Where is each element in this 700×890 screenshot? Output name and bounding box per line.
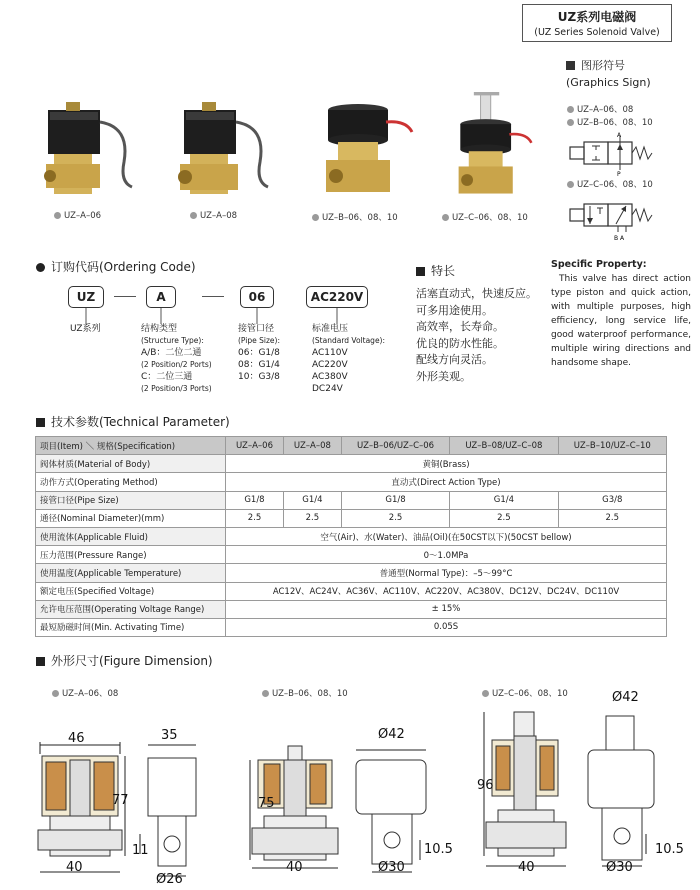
dim-c-side-diameter: Ø30: [606, 860, 633, 875]
dim-c-bottom-width: 40: [518, 860, 535, 875]
code-dash: [202, 296, 224, 297]
bullet-icon: [36, 263, 45, 272]
table-row: 允许电压范围(Operating Voltage Range) ± 15%: [36, 600, 667, 618]
tech-parameter-heading: 技术参数(Technical Parameter): [36, 413, 230, 430]
dot-bullet-icon: [54, 212, 61, 219]
product-photo-uz-a-08: [176, 92, 286, 202]
dot-bullet-icon: [442, 214, 449, 221]
voltage-desc: 标准电压 (Standard Voltage): AC110V AC220V AC380V DC24V: [312, 324, 386, 394]
three-way-valve-symbol-icon: [566, 196, 666, 240]
dim-a-side-height: 11: [132, 843, 149, 858]
square-bullet-icon: [36, 418, 45, 427]
product-caption-3: UZ–B–06、08、10: [312, 211, 398, 223]
features-heading: 特长: [416, 262, 455, 279]
feature-item: 可多用途使用。: [416, 303, 493, 317]
table-row: 额定电压(Specified Voltage) AC12V、AC24V、AC36V、AC110V、AC220V、AC380V、DC12V、DC24V、DC110V: [36, 582, 667, 600]
code-box-voltage: AC220V: [306, 286, 368, 308]
dim-model-b: UZ–B–06、08、10: [262, 687, 348, 699]
ordering-code-heading: 订购代码(Ordering Code): [36, 258, 196, 275]
dim-b-coil-diameter: Ø42: [378, 727, 405, 742]
product-photo-uz-c: [440, 92, 550, 202]
dot-bullet-icon: [567, 119, 574, 126]
table-header-row: 项目(Item) ＼ 规格(Specification) UZ–A–06 UZ–A–08 UZ–B–06/UZ–C–06 UZ–B–08/UZ–C–08 UZ–B–10/UZ–C–10: [36, 437, 667, 455]
dim-b-side-height: 10.5: [424, 842, 453, 857]
tech-parameter-table: [35, 436, 667, 637]
dim-model-c: UZ–C–06、08、10: [482, 687, 568, 699]
square-bullet-icon: [416, 267, 425, 276]
port-a-label: A: [617, 132, 622, 139]
series-title-box: [522, 4, 672, 42]
feature-item: 配线方向灵活。: [416, 353, 493, 366]
dim-model-a: UZ–A–06、08: [52, 687, 118, 699]
code-box-structure: A: [146, 286, 176, 308]
specific-property: Specific Property: This valve has direct action type piston and quick action, with multiple purposes, high efficiency, long service life, good waterproof performance, multiple wiring directions and handsome shape.: [551, 259, 691, 368]
dim-a-bottom-width: 40: [66, 860, 83, 875]
dot-bullet-icon: [567, 106, 574, 113]
graphics-models-2: UZ–C–06、08、10: [567, 179, 653, 192]
product-photo-uz-a-06: [40, 92, 150, 202]
dimension-drawing-a: [30, 740, 230, 885]
table-row: 动作方式(Operating Method) 直动式(Direct Action Type): [36, 473, 667, 491]
dim-b-side-diameter: Ø30: [378, 860, 405, 875]
table-row: 使用温度(Applicable Temperature) 普通型(Normal Type)：–5～99°C: [36, 564, 667, 582]
port-p-label: P: [617, 171, 621, 176]
code-dash: [114, 296, 136, 297]
two-way-valve-symbol-icon: [566, 132, 666, 176]
graphics-models-1: UZ–A–06、08 UZ–B–06、08、10: [567, 104, 653, 130]
features-list: [416, 286, 537, 385]
series-title-cn: UZ系列电磁阀: [557, 10, 637, 24]
series-desc: UZ系列: [70, 324, 101, 334]
dimension-drawing-b: [238, 740, 458, 885]
table-row: 通径(Nominal Diameter)(mm) 2.5 2.5 2.5 2.5 2.5: [36, 509, 667, 527]
dot-bullet-icon: [482, 690, 489, 697]
graphics-sign-title: 图形符号 (Graphics Sign): [566, 59, 651, 89]
pipe-desc: 接管口径 (Pipe Size): 06：G1/8 08：G1/4 10：G3/8: [238, 324, 280, 382]
table-row: 使用流体(Applicable Fluid) 空气(Air)、水(Water)、油品(Oil)(在50CST以下)(50CST bellow): [36, 527, 667, 545]
table-row: 接管口径(Pipe Size) G1/8 G1/4 G1/8 G1/4 G3/8: [36, 491, 667, 509]
port-ba-label: B A: [614, 235, 625, 240]
feature-item: 活塞直动式，快速反应。: [416, 287, 537, 300]
product-caption-1: UZ–A–06: [54, 211, 101, 221]
product-caption-4: UZ–C–06、08、10: [442, 211, 528, 223]
dim-c-side-height: 10.5: [655, 842, 684, 857]
dot-bullet-icon: [262, 690, 269, 697]
dimension-drawing-c: [470, 706, 695, 886]
dot-bullet-icon: [190, 212, 197, 219]
dim-b-bottom-width: 40: [286, 860, 303, 875]
product-photo-uz-b: [316, 92, 426, 202]
series-title-en: (UZ Series Solenoid Valve): [534, 27, 660, 38]
table-row: 阀体材质(Material of Body) 黄铜(Brass): [36, 455, 667, 473]
dot-bullet-icon: [312, 214, 319, 221]
feature-item: 外形美观。: [416, 369, 471, 383]
feature-item: 高效率，长寿命。: [416, 320, 504, 333]
dot-bullet-icon: [52, 690, 59, 697]
dim-c-height: 96: [477, 778, 494, 793]
dim-a-side-diameter: Ø26: [156, 872, 183, 887]
dim-a-side-width: 35: [161, 728, 178, 743]
dim-b-height: 75: [258, 796, 275, 811]
dot-bullet-icon: [567, 181, 574, 188]
structure-desc: 结构类型 (Structure Type): A/B：二位二通 (2 Position/2 Ports) C：二位三通 (2 Position/3 Ports): [141, 324, 212, 393]
dim-a-height: 77: [112, 793, 129, 808]
table-row: 压力范围(Pressure Range) 0～1.0MPa: [36, 546, 667, 564]
product-caption-2: UZ–A–08: [190, 211, 237, 221]
feature-item: 优良的防水性能。: [416, 336, 504, 350]
square-bullet-icon: [566, 61, 575, 70]
dim-a-top-width: 46: [68, 731, 85, 746]
square-bullet-icon: [36, 657, 45, 666]
code-box-series: UZ: [68, 286, 104, 308]
code-box-pipe: 06: [240, 286, 274, 308]
dim-c-coil-diameter: Ø42: [612, 690, 639, 705]
table-row: 最短励磁时间(Min. Activating Time) 0.05S: [36, 618, 667, 636]
figure-dimension-heading: 外形尺寸(Figure Dimension): [36, 652, 213, 669]
